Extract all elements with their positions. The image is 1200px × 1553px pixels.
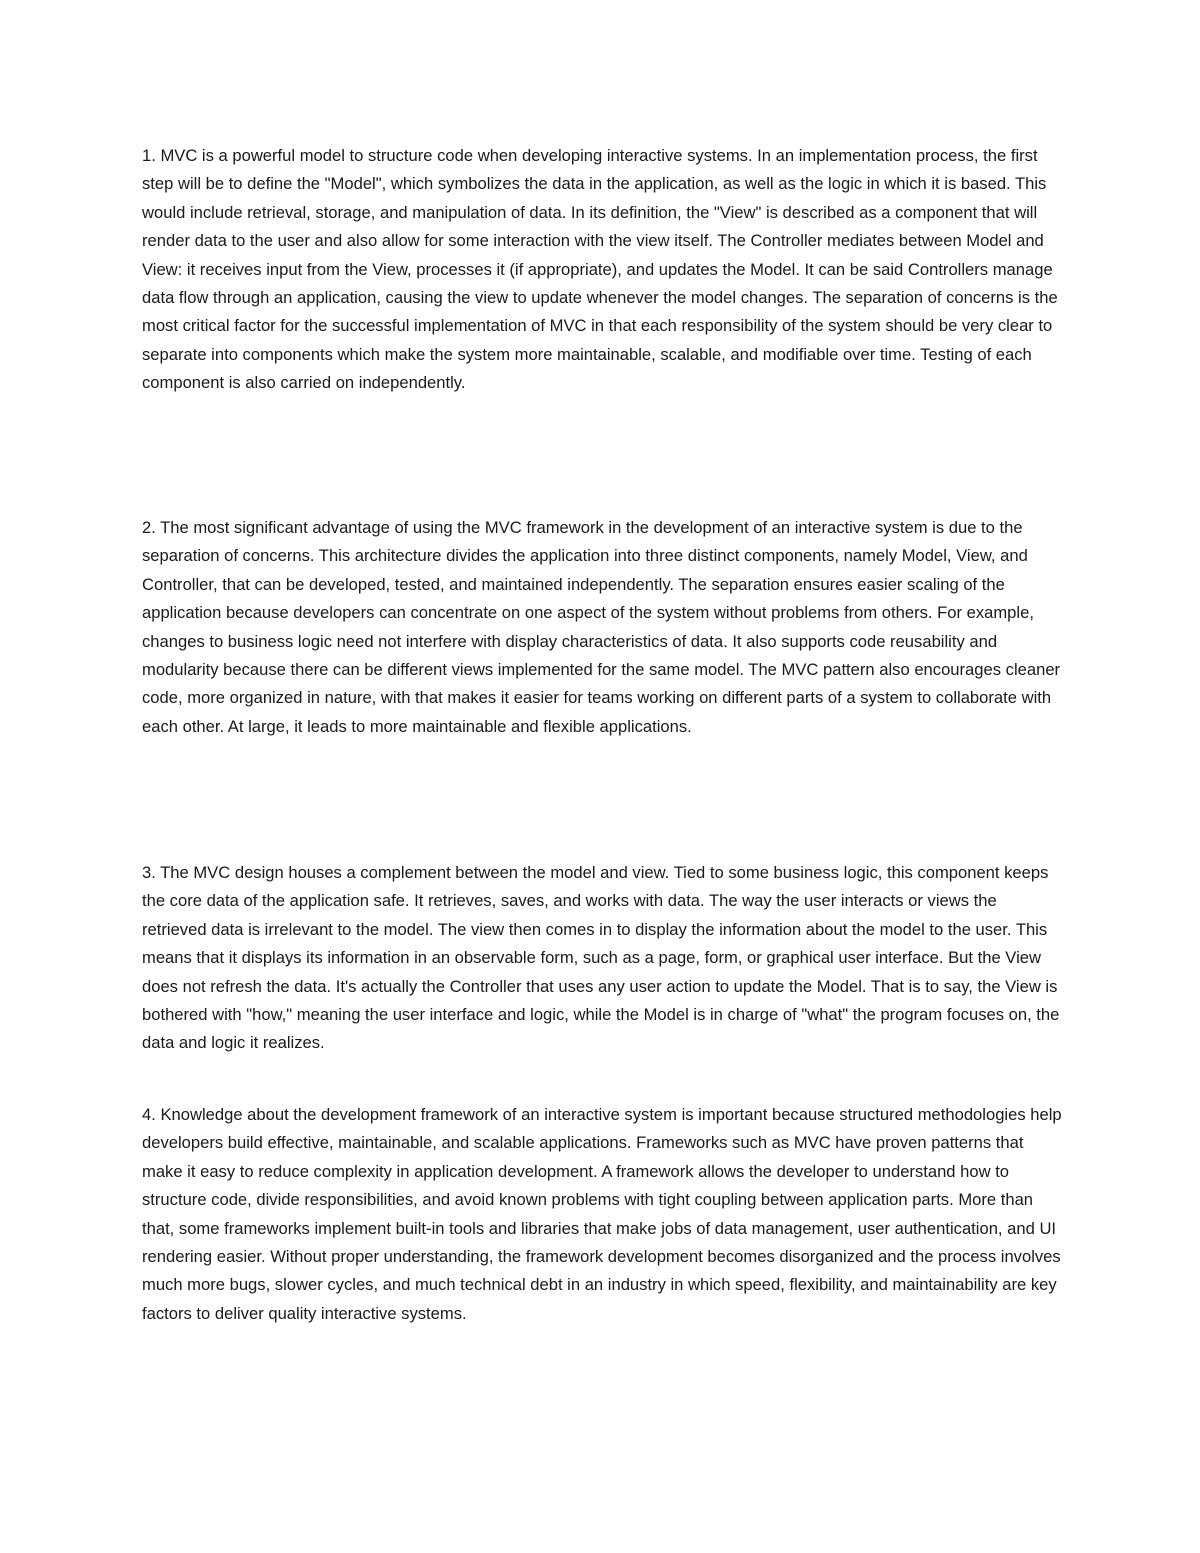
answer-paragraph-3: 3. The MVC design houses a complement between the model and view. Tied to some business logic, this component keeps the core data of the application safe. It retrieves, saves, and works with data. The way the user interacts or views the retrieved data is irrelevant to the model. The view then comes in to display the information about the model to the user. This means that it displays its information in an observable form, such as a page, form, or graphical user interface. But the View does not refresh the data. It's actually the Controller that uses any user action to update the Model. That is to say, the View is bothered with "how," meaning the user interface and logic, while the Model is in charge of "what" the program focuses on, the data and logic it realizes. (142, 863, 1060, 1053)
answer-paragraph-1: 1. MVC is a powerful model to structure code when developing interactive systems. In an implementation process, the first step will be to define the "Model", which symbolizes the data in the application, as well as the logic in which it is based. This would include retrieval, storage, and manipulation of data. In its definition, the "View" is described as a component that will render data to the user and also allow for some interaction with the view itself. The Controller mediates between Model and View: it receives input from the View, processes it (if appropriate), and updates the Model. It can be said Controllers manage data flow through an application, causing the view to update whenever the model changes. The separation of concerns is the most critical factor for the successful implementation of MVC in that each responsibility of the system should be very clear to separate into components which make the system more maintainable, scalable, and modifiable over time. Testing of each component is also carried on independently. (142, 146, 1058, 393)
answer-paragraph-2: 2. The most significant advantage of using the MVC framework in the development of an interactive system is due to the separation of concerns. This architecture divides the application into three distinct components, namely Model, View, and Controller, that can be developed, tested, and maintained independently. The separation ensures easier scaling of the application because developers can concentrate on one aspect of the system without problems from others. For example, changes to business logic need not interfere with display characteristics of data. It also supports code reusability and modularity because there can be different views implemented for the same model. The MVC pattern also encourages cleaner code, more organized in nature, with that makes it easier for teams working on different parts of a system to collaborate with each other. At large, it leads to more maintainable and flexible applications. (142, 518, 1061, 736)
answer-paragraph-4: 4. Knowledge about the development framework of an interactive system is important because structured methodologies help developers build effective, maintainable, and scalable applications. Frameworks such as MVC have proven patterns that make it easy to reduce complexity in application development. A framework allows the developer to understand how to structure code, divide responsibilities, and avoid known problems with tight coupling between application parts. More than that, some frameworks implement built-in tools and libraries that make jobs of data management, user authentication, and UI rendering easier. Without proper understanding, the framework development becomes disorganized and the process involves much more bugs, slower cycles, and much technical debt in an industry in which speed, flexibility, and maintainability are key factors to deliver quality interactive systems. (142, 1105, 1062, 1323)
